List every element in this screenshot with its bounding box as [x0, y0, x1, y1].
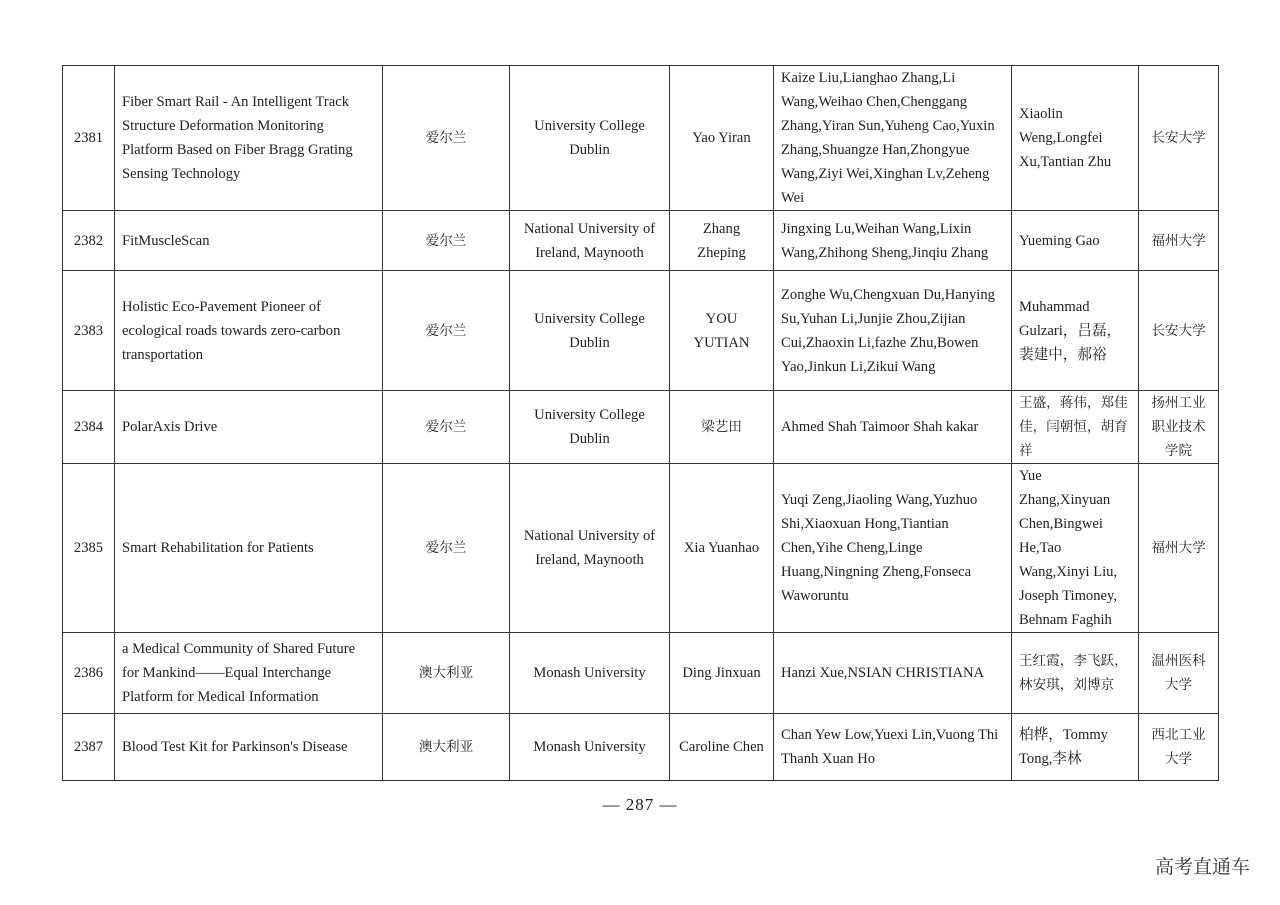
- team-leader: Xia Yuanhao: [670, 464, 774, 633]
- university: Monash University: [510, 633, 670, 714]
- team-leader: YOU YUTIAN: [670, 271, 774, 391]
- team-leader: Ding Jinxuan: [670, 633, 774, 714]
- university: National University of Ireland, Maynooth: [510, 464, 670, 633]
- advisors: 王红霞，李飞跃，林安琪，刘博京: [1012, 633, 1139, 714]
- country: 澳大利亚: [383, 714, 510, 781]
- team-members: Ahmed Shah Taimoor Shah kakar: [774, 391, 1012, 464]
- row-number: 2382: [63, 211, 115, 271]
- table-row: [63, 714, 1219, 781]
- table-row: [63, 464, 1219, 633]
- institution: 扬州工业职业技术学院: [1139, 391, 1219, 464]
- institution: 长安大学: [1139, 271, 1219, 391]
- advisors: 王盛，蒋伟，郑佳佳，闫朝恒，胡育祥: [1012, 391, 1139, 464]
- project-name: Blood Test Kit for Parkinson's Disease: [115, 714, 383, 781]
- project-name: a Medical Community of Shared Future for Mankind——Equal Interchange Platform for Medical Information: [115, 633, 383, 714]
- watermark-text: 高考直通车: [1154, 856, 1250, 878]
- team-members: Zonghe Wu,Chengxuan Du,Hanying Su,Yuhan Li,Junjie Zhou,Zijian Cui,Zhaoxin Li,fazhe Zhu,Bowen Yao,Jinkun Li,Zikui Wang: [774, 271, 1012, 391]
- country: 澳大利亚: [383, 633, 510, 714]
- team-members: Jingxing Lu,Weihan Wang,Lixin Wang,Zhihong Sheng,Jinqiu Zhang: [774, 211, 1012, 271]
- advisors: Xiaolin Weng,Longfei Xu,Tantian Zhu: [1012, 66, 1139, 211]
- team-leader: Caroline Chen: [670, 714, 774, 781]
- institution: 长安大学: [1139, 66, 1219, 211]
- table-row: [63, 66, 1219, 211]
- institution: 福州大学: [1139, 464, 1219, 633]
- university: National University of Ireland, Maynooth: [510, 211, 670, 271]
- advisors: Muhammad Gulzari，吕磊，裴建中，郝裕: [1012, 271, 1139, 391]
- advisors: 柏桦，Tommy Tong,李林: [1012, 714, 1139, 781]
- table-row: [63, 391, 1219, 464]
- table-row: [63, 211, 1219, 271]
- project-name: FitMuscleScan: [115, 211, 383, 271]
- institution: 福州大学: [1139, 211, 1219, 271]
- university: Monash University: [510, 714, 670, 781]
- row-number: 2385: [63, 464, 115, 633]
- country: 爱尔兰: [383, 211, 510, 271]
- institution: 温州医科大学: [1139, 633, 1219, 714]
- project-name: PolarAxis Drive: [115, 391, 383, 464]
- table-row: [63, 633, 1219, 714]
- row-number: 2383: [63, 271, 115, 391]
- country: 爱尔兰: [383, 464, 510, 633]
- row-number: 2387: [63, 714, 115, 781]
- team-members: Yuqi Zeng,Jiaoling Wang,Yuzhuo Shi,Xiaoxuan Hong,Tiantian Chen,Yihe Cheng,Linge Huang,Ningning Zheng,Fonseca Waworuntu: [774, 464, 1012, 633]
- institution: 西北工业大学: [1139, 714, 1219, 781]
- country: 爱尔兰: [383, 66, 510, 211]
- country: 爱尔兰: [383, 391, 510, 464]
- project-name: Holistic Eco-Pavement Pioneer of ecological roads towards zero-carbon transportation: [115, 271, 383, 391]
- project-name: Smart Rehabilitation for Patients: [115, 464, 383, 633]
- team-leader: Yao Yiran: [670, 66, 774, 211]
- country: 爱尔兰: [383, 271, 510, 391]
- row-number: 2384: [63, 391, 115, 464]
- team-leader: Zhang Zheping: [670, 211, 774, 271]
- row-number: 2386: [63, 633, 115, 714]
- university: University College Dublin: [510, 66, 670, 211]
- project-name: Fiber Smart Rail - An Intelligent Track Structure Deformation Monitoring Platform Based on Fiber Bragg Grating Sensing Technology: [115, 66, 383, 211]
- awards-table: [62, 65, 1219, 781]
- advisors: Yue Zhang,Xinyuan Chen,Bingwei He,Tao Wang,Xinyi Liu, Joseph Timoney, Behnam Faghih: [1012, 464, 1139, 633]
- team-members: Hanzi Xue,NSIAN CHRISTIANA: [774, 633, 1012, 714]
- team-leader: 梁艺田: [670, 391, 774, 464]
- university: University College Dublin: [510, 271, 670, 391]
- table-row: [63, 271, 1219, 391]
- team-members: Chan Yew Low,Yuexi Lin,Vuong Thi Thanh Xuan Ho: [774, 714, 1012, 781]
- advisors: Yueming Gao: [1012, 211, 1139, 271]
- team-members: Kaize Liu,Lianghao Zhang,Li Wang,Weihao Chen,Chenggang Zhang,Yiran Sun,Yuheng Cao,Yuxin Zhang,Shuangze Han,Zhongyue Wang,Ziyi Wei,Xinghan Lv,Zeheng Wei: [774, 66, 1012, 211]
- university: University College Dublin: [510, 391, 670, 464]
- page-number: — 287 —: [602, 795, 678, 814]
- row-number: 2381: [63, 66, 115, 211]
